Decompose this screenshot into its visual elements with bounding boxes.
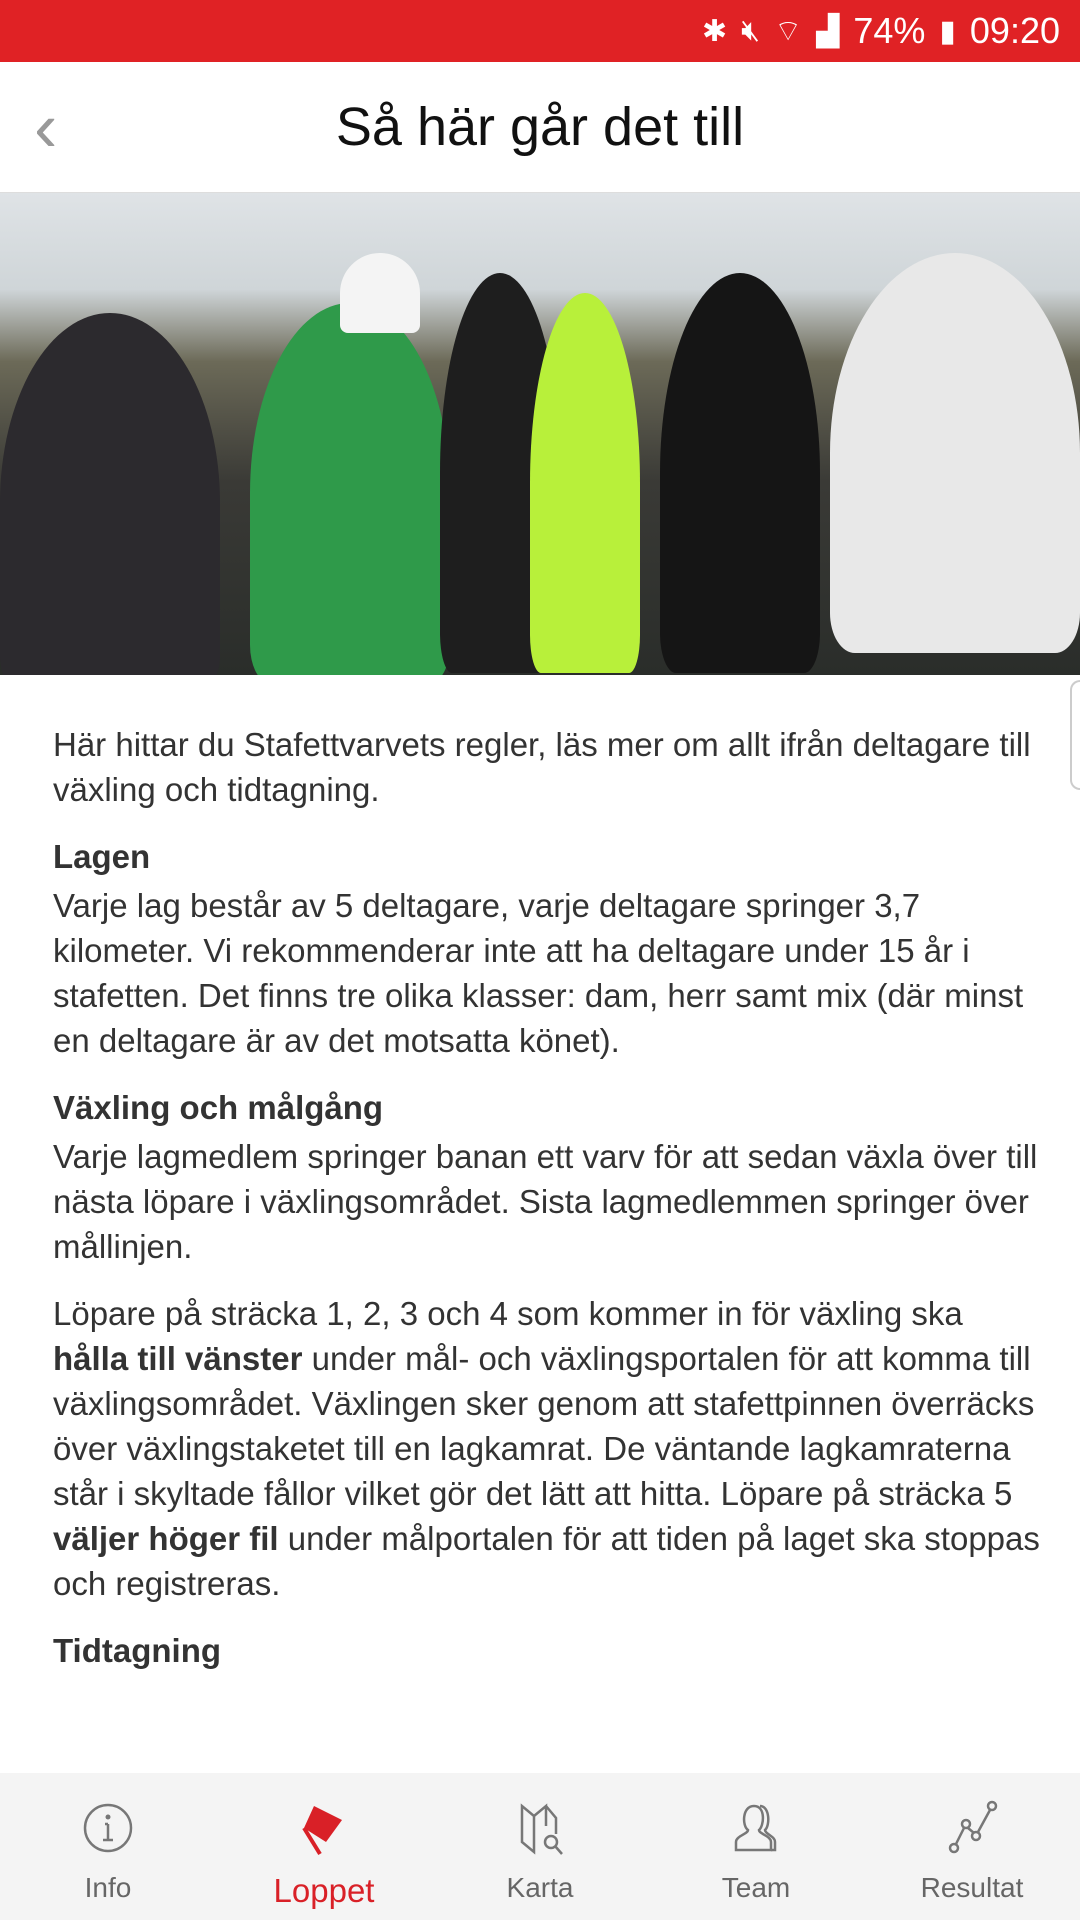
wifi-icon: ⌔ [774, 15, 803, 48]
battery-icon: ▮ [939, 14, 956, 48]
results-graph-icon [942, 1798, 1002, 1858]
info-icon [78, 1798, 138, 1858]
back-button[interactable] [34, 88, 84, 166]
status-bar [0, 0, 1080, 62]
tab-label: Team [721, 1872, 791, 1903]
section-heading: Tidtagning [53, 1632, 222, 1669]
section-heading: Lagen [53, 838, 151, 875]
bluetooth-icon: ✱ [702, 14, 728, 48]
tab-label: Info [84, 1872, 132, 1903]
tab-label: Resultat [920, 1872, 1024, 1903]
tab-label: Karta [506, 1872, 574, 1903]
signal-icon: ▟ [816, 14, 840, 48]
app-header [0, 62, 1080, 193]
bold-text: väljer höger fil [53, 1520, 279, 1557]
tab-label: Loppet [273, 1872, 375, 1909]
hero-photo-relay-runners [0, 193, 1080, 675]
text-run: Löpare på sträcka 1, 2, 3 och 4 som kommer in för växling ska [53, 1295, 963, 1332]
scroll-indicator[interactable] [1070, 680, 1080, 790]
tab-team[interactable] [648, 1773, 864, 1920]
bold-text: hålla till vänster [53, 1340, 303, 1377]
map-search-icon [510, 1798, 570, 1858]
text-run: under målportalen för att tiden på laget ska stoppas och registreras. [53, 1520, 1040, 1602]
section-text [53, 1291, 1043, 1606]
bottom-navigation [0, 1773, 1080, 1920]
flag-icon [294, 1798, 354, 1858]
battery-level: 74% [853, 10, 926, 51]
tab-karta[interactable] [432, 1773, 648, 1920]
clock: 09:20 [969, 10, 1060, 51]
text-run: under mål- och växlingsportalen för att komma till växlingsområdet. Växlingen sker genom att stafettpinnen överräcks över växlingstaketet till en lagkamrat. De väntande lagkamraterna står i skyltade fållor vilket gör det lätt att hitta. Löpare på sträcka 5 [53, 1340, 1035, 1512]
page-title: Så här går det till [335, 97, 745, 157]
section-text: Varje lag består av 5 deltagare, varje deltagare springer 3,7 kilometer. Vi rekommenderar inte att ha deltagare under 15 år i stafetten. Det finns tre olika klasser: dam, herr samt mix (där minst en deltagare är av det motsatta könet). [53, 887, 1024, 1059]
tab-info[interactable] [0, 1773, 216, 1920]
intro-text: Här hittar du Stafettvarvets regler, läs mer om allt ifrån deltagare till växling och tidtagning. [53, 726, 1031, 808]
tab-loppet[interactable] [216, 1773, 432, 1920]
mute-icon: 🔇︎ [741, 14, 761, 47]
rules-content [53, 722, 1043, 1677]
tab-resultat[interactable] [864, 1773, 1080, 1920]
team-icon [726, 1798, 786, 1858]
chevron-left-icon: ‹ [34, 88, 58, 166]
section-heading: Växling och målgång [53, 1089, 384, 1126]
section-text: Varje lagmedlem springer banan ett varv för att sedan växla över till nästa löpare i växlingsområdet. Sista lagmedlemmen springer över mållinjen. [53, 1138, 1038, 1265]
